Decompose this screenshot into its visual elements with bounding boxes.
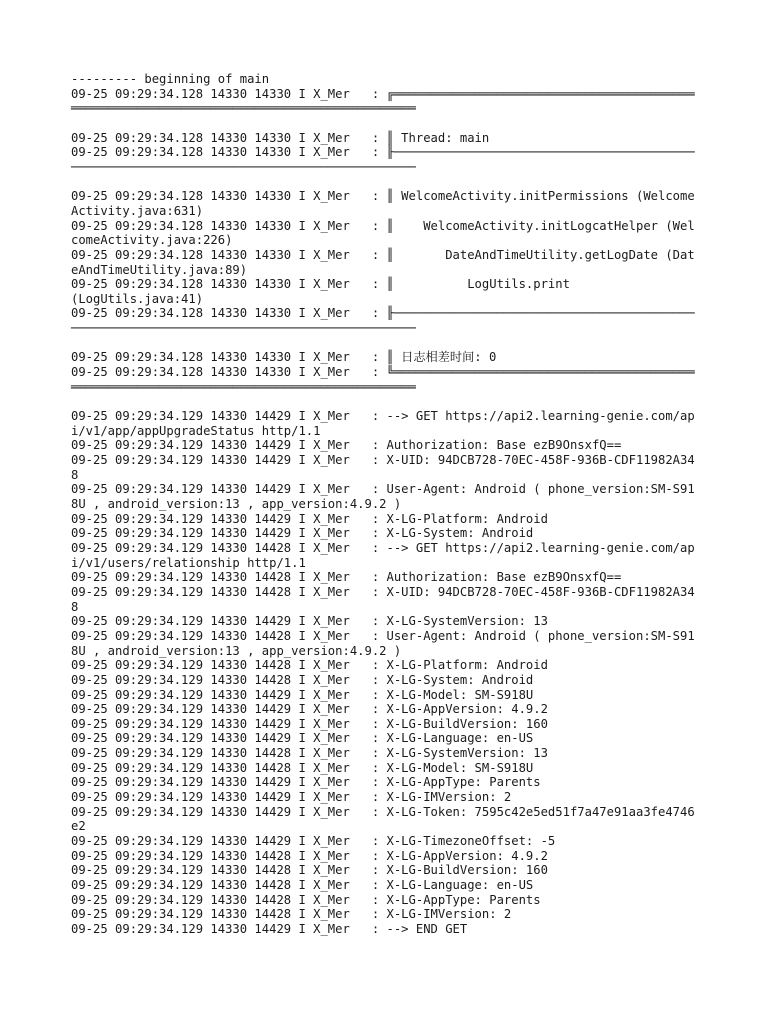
log-line: 09-25 09:29:34.128 14330 14330 I X_Mer : ╟──────────────────────────────────────────────────────────────────────────────────────── — [71, 306, 695, 336]
log-line: 09-25 09:29:34.128 14330 14330 I X_Mer : ╔════════════════════════════════════════════════════════════════════════════════════════ — [71, 86, 695, 116]
log-line: 09-25 09:29:34.129 14330 14428 I X_Mer : X-LG-Model: SM-S918U — [71, 760, 534, 775]
log-line: 09-25 09:29:34.129 14330 14428 I X_Mer : Authorization: Base ezB9OnsxfQ== — [71, 570, 622, 585]
log-line: 09-25 09:29:34.129 14330 14429 I X_Mer : X-LG-AppVersion: 4.9.2 — [71, 702, 548, 717]
log-line: 09-25 09:29:34.129 14330 14429 I X_Mer : X-LG-IMVersion: 2 — [71, 790, 512, 805]
blank-line — [71, 394, 701, 409]
log-line: 09-25 09:29:34.129 14330 14429 I X_Mer : Authorization: Base ezB9OnsxfQ== — [71, 438, 622, 453]
blank-line — [71, 336, 701, 351]
log-line: 09-25 09:29:34.129 14330 14428 I X_Mer : X-LG-AppType: Parents — [71, 892, 541, 907]
log-line: 09-25 09:29:34.129 14330 14429 I X_Mer : X-LG-TimezoneOffset: -5 — [71, 834, 556, 849]
blank-line — [71, 175, 701, 190]
blank-line — [71, 116, 701, 131]
log-line: 09-25 09:29:34.128 14330 14330 I X_Mer : ║ Thread: main — [71, 130, 490, 145]
log-line: 09-25 09:29:34.129 14330 14429 I X_Mer : --> GET https://api2.learning-genie.com/api/v1/app/appUpgradeStatus http/1.1 — [71, 409, 695, 438]
log-line: 09-25 09:29:34.129 14330 14428 I X_Mer : --> GET https://api2.learning-genie.com/api/v1/users/relationship http/1.1 — [71, 540, 695, 570]
log-line: 09-25 09:29:34.129 14330 14428 I X_Mer : X-LG-IMVersion: 2 — [71, 907, 512, 922]
log-line: 09-25 09:29:34.129 14330 14428 I X_Mer : X-LG-Platform: Android — [71, 658, 548, 673]
log-line: 09-25 09:29:34.129 14330 14429 I X_Mer : X-LG-BuildVersion: 160 — [71, 716, 548, 731]
log-line: 09-25 09:29:34.129 14330 14429 I X_Mer : X-LG-Model: SM-S918U — [71, 687, 534, 702]
log-line: 09-25 09:29:34.129 14330 14429 I X_Mer : X-LG-Language: en-US — [71, 731, 534, 746]
logcat-output — [71, 72, 710, 937]
log-line: 09-25 09:29:34.129 14330 14428 I X_Mer : X-LG-AppVersion: 4.9.2 — [71, 848, 548, 863]
log-line: 09-25 09:29:34.129 14330 14428 I X_Mer : X-LG-BuildVersion: 160 — [71, 863, 548, 878]
log-line: 09-25 09:29:34.129 14330 14429 I X_Mer : User-Agent: Android ( phone_version:SM-S918U , android_version:13 , app_version:4.9.2 ) — [71, 482, 695, 511]
log-line: 09-25 09:29:34.129 14330 14429 I X_Mer : X-LG-AppType: Parents — [71, 775, 541, 790]
log-line: 09-25 09:29:34.129 14330 14428 I X_Mer : X-UID: 94DCB728-70EC-458F-936B-CDF11982A348 — [71, 584, 695, 614]
log-line: 09-25 09:29:34.128 14330 14330 I X_Mer : ╟──────────────────────────────────────────────────────────────────────────────────────── — [71, 145, 695, 174]
log-line: 09-25 09:29:34.129 14330 14429 I X_Mer : X-LG-SystemVersion: 13 — [71, 614, 548, 629]
log-line: 09-25 09:29:34.129 14330 14428 I X_Mer : X-LG-SystemVersion: 13 — [71, 746, 548, 761]
log-line: 09-25 09:29:34.129 14330 14428 I X_Mer : User-Agent: Android ( phone_version:SM-S918U , android_version:13 , app_version:4.9.2 ) — [71, 628, 695, 658]
log-line: 09-25 09:29:34.128 14330 14330 I X_Mer : ║ 日志相差时间: 0 — [71, 350, 497, 365]
log-line: 09-25 09:29:34.128 14330 14330 I X_Mer : ║ WelcomeActivity.initLogcatHelper (WelcomeActivity.java:226) — [71, 218, 695, 248]
log-line: 09-25 09:29:34.129 14330 14429 I X_Mer : X-UID: 94DCB728-70EC-458F-936B-CDF11982A348 — [71, 453, 695, 482]
log-line: 09-25 09:29:34.129 14330 14428 I X_Mer : X-LG-Language: en-US — [71, 878, 534, 893]
log-line: 09-25 09:29:34.129 14330 14428 I X_Mer : X-LG-System: Android — [71, 672, 534, 687]
log-line: --------- beginning of main — [71, 72, 270, 86]
log-line: 09-25 09:29:34.128 14330 14330 I X_Mer : ╚════════════════════════════════════════════════════════════════════════════════════════ — [71, 365, 695, 394]
log-line: 09-25 09:29:34.128 14330 14330 I X_Mer : ║ DateAndTimeUtility.getLogDate (DateAndTimeUtility.java:89) — [71, 247, 695, 277]
log-line: 09-25 09:29:34.128 14330 14330 I X_Mer : ║ WelcomeActivity.initPermissions (WelcomeActivity.java:631) — [71, 189, 695, 218]
log-line: 09-25 09:29:34.129 14330 14429 I X_Mer : --> END GET — [71, 922, 468, 936]
log-line: 09-25 09:29:34.129 14330 14429 I X_Mer : X-LG-Platform: Android — [71, 511, 548, 526]
log-line: 09-25 09:29:34.128 14330 14330 I X_Mer : ║ LogUtils.print (LogUtils.java:41) — [71, 277, 710, 306]
log-line: 09-25 09:29:34.129 14330 14429 I X_Mer : X-LG-System: Android — [71, 526, 534, 541]
log-line: 09-25 09:29:34.129 14330 14429 I X_Mer : X-LG-Token: 7595c42e5ed51f7a47e91aa3fe4746e2 — [71, 804, 695, 834]
